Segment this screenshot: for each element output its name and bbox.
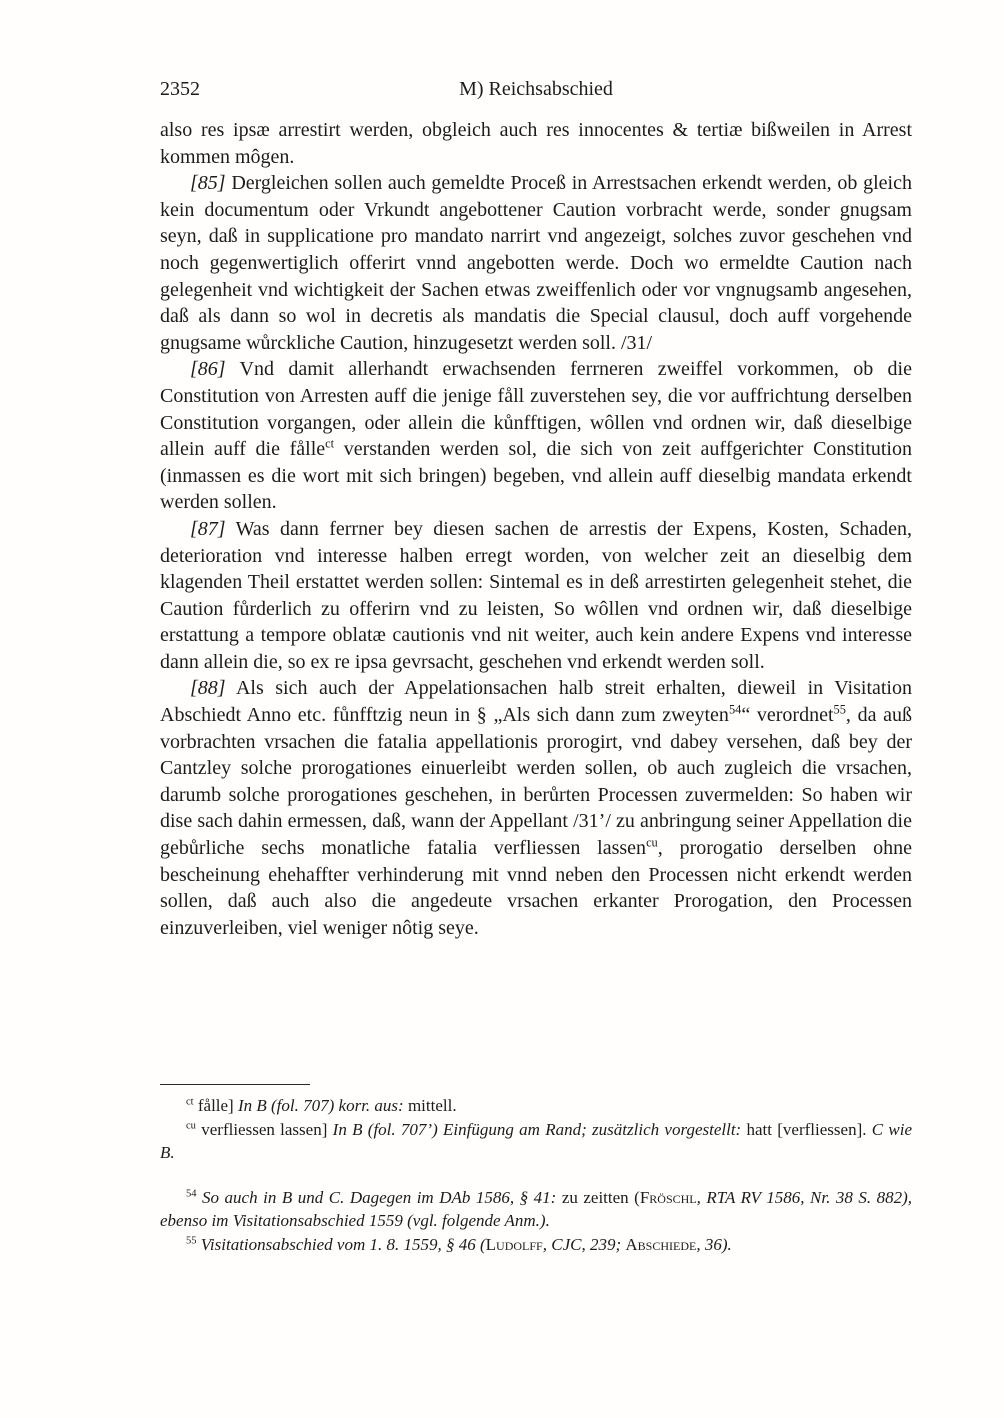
- paragraph: [160, 117, 912, 170]
- text-run: In B (fol. 707’) Einfügung am Rand; zusätzlich vorgestellt:: [332, 1119, 742, 1139]
- text-run: Als sich auch der Appelationsachen halb streit erhalten, dieweil in Visitation Abschiedt Anno etc. fůnfftzig neun in § „Als sich dann zum zweyten: [160, 677, 912, 727]
- footnote-rule: [160, 1084, 310, 1085]
- text-run: [88]: [190, 677, 226, 700]
- footnote-ref: ct: [325, 436, 335, 451]
- text-run: So auch in B und C. Dagegen im DAb 1586, § 41:: [196, 1187, 562, 1207]
- footnote-ref: cu: [186, 1119, 196, 1131]
- text-run: Abschiede: [625, 1234, 697, 1254]
- text-run: also res ipsæ arrestirt werden, obgleich auch res innocentes & tertiæ bißweilen in Arrest kommen môgen.: [160, 119, 912, 168]
- text-run: Dergleichen sollen auch gemeldte Proceß in Arrestsachen erkendt werden, ob gleich kein documentum oder Vrkundt angebottener Caution vorbracht werde, sonder gnugsam seyn, daß in supplicatione pro mandato narrirt vnd angezeigt, solches zuvor geschehen vnd noch gegenwertiglich offerirt vnnd angebotten werde. Doch wo ermeldte Caution nach gelegenheit vnd wichtigkeit der Sachen etwas zweiffenlich oder vor vngnugsamb angesehen, daß als dann so wol in decretis als mandatis die Special clausul, doch auff vorgehende gnugsame wůrckliche Caution, hinzugesetzt werden soll. /31/: [160, 172, 912, 354]
- text-run: Ludolff: [485, 1234, 543, 1254]
- numbered-notes: [160, 1186, 912, 1257]
- footnote-ref: 54: [728, 702, 742, 717]
- footnote-ref: 54: [186, 1187, 197, 1199]
- apparatus-note: [160, 1094, 912, 1118]
- text-run: Vnd damit allerhandt erwachsenden ferrneren zweiffel vorkommen, ob die Constitution von Arresten auff die jenige fåll zuverstehen sey, die vor auffrichtung derselben Constitution vorgangen, oder allein die kůnfftigen, wôllen vnd ordnen wir, daß dieselbige allein auff die fålle: [160, 358, 912, 461]
- apparatus-note: [160, 1118, 912, 1165]
- text-run: [86]: [190, 358, 226, 381]
- footnote-ref: cu: [646, 835, 658, 850]
- page-number: 2352: [160, 78, 200, 100]
- text-run: hatt [verfliessen].: [741, 1119, 872, 1139]
- numbered-note: [160, 1233, 912, 1257]
- text-run: , CJC, 239;: [542, 1234, 626, 1254]
- text-run: Fröschl: [639, 1187, 697, 1207]
- running-header: M) Reichsabschied: [459, 78, 613, 100]
- numbered-note: [160, 1186, 912, 1233]
- text-run: “ verordnet: [741, 704, 834, 727]
- text-run: , da auß vorbrachten vrsachen die fatalia appellationis prorogirt, vnd dabey versehen, daß bey der Cantzley solche prorogationes einuerleibt werden sollen, ob auch zugleich die vrsachen, darumb solche prorogationes geschehen, in berůrten Processen zuvermelden: So haben wir dise sach dahin ermessen, daß, wann der Appellant /31’/ zu anbringung seiner Appellation die gebůrliche sechs monatliche fatalia verfliessen lassen: [160, 704, 912, 860]
- text-run: mittell.: [403, 1096, 457, 1115]
- footnotes-section: [160, 1084, 912, 1256]
- text-run: C wie B.: [160, 1119, 913, 1162]
- footnote-ref: ct: [186, 1096, 194, 1108]
- text-run: Visitationsabschied vom 1. 8. 1559, § 46 (: [196, 1234, 486, 1254]
- text-run: verstanden werden sol, die sich von zeit auffgerichter Constitution (inmassen es die wort mit sich bringen) begeben, vnd allein auff dieselbig mandata erkendt werden sollen.: [160, 438, 912, 514]
- text-run: , prorogatio derselben ohne bescheinung ehehaffter verhinderung mit vnnd neben den Processen nicht erkendt werden sollen, daß auch also die angedeute vrsachen erkanter Prorogation, den Processen einzuverleiben, viel weniger nôtig seye.: [160, 837, 912, 939]
- text-run: In B (fol. 707) korr. aus:: [237, 1096, 404, 1115]
- paragraph: [160, 356, 912, 516]
- text-run: verfliessen lassen]: [195, 1119, 333, 1139]
- text-run: Was dann ferrner bey diesen sachen de arrestis der Expens, Kosten, Schaden, deterioration vnd interesse halben erregt worden, von welcher zeit an dieselbig dem klagenden Theil erstattet werden sollen: Sintemal es in deß arrestirten gelegenheit stehet, die Caution fůrderlich zu offerirn vnd zu leisten, So wôllen vnd ordnen wir, daß dieselbige erstattung a tempore oblatæ cautionis vnd nit weiter, auch kein andere Expens vnd interesse dann allein die, so ex re ipsa gevrsacht, geschehen vnd erkendt werden soll.: [160, 517, 912, 673]
- body-text: [160, 117, 912, 941]
- paragraph: [160, 675, 912, 941]
- text-run: fålle]: [193, 1096, 238, 1115]
- text-run: [85]: [190, 172, 226, 195]
- page-header: [160, 78, 912, 101]
- text-run: [87]: [190, 517, 226, 540]
- text-run: zu zeitten (: [561, 1187, 640, 1207]
- paragraph: [160, 170, 912, 356]
- apparatus-notes: [160, 1094, 912, 1165]
- text-run: , 36).: [696, 1234, 732, 1254]
- text-run: , RTA RV 1586, Nr. 38 S. 882), ebenso im Visitationsabschied 1559 (vgl. folgende Anm.).: [160, 1187, 912, 1230]
- footnote-ref: 55: [833, 702, 846, 717]
- footnote-ref: 55: [186, 1234, 197, 1246]
- paragraph: [160, 516, 912, 676]
